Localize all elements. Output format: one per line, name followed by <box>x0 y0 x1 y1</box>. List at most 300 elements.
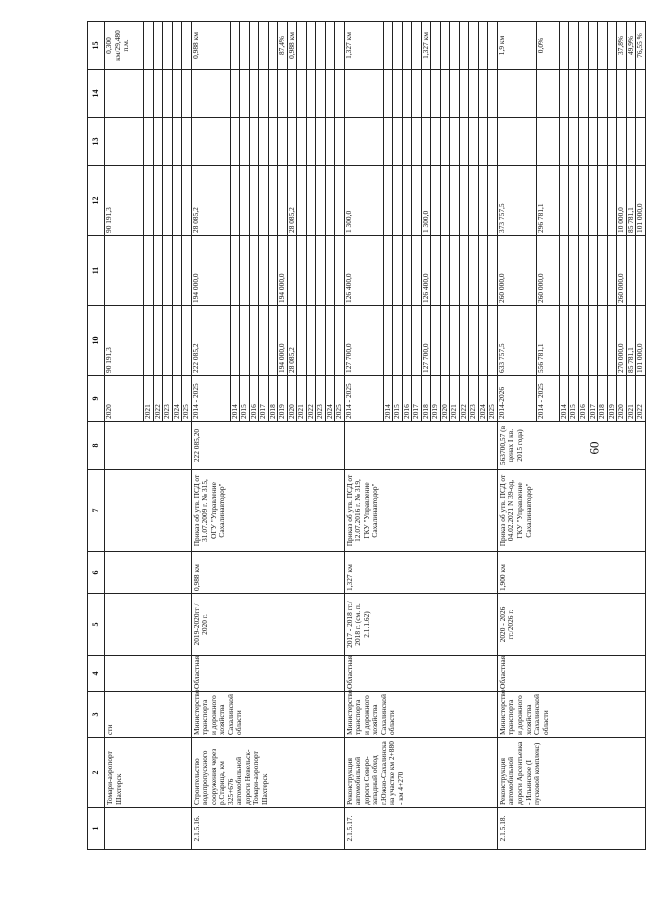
other-funding <box>469 70 479 118</box>
regional-funding <box>478 166 488 236</box>
result-value: 0,0% <box>536 22 559 70</box>
row-number: 2.1.5.16. <box>191 808 344 850</box>
local-funding <box>569 118 579 166</box>
total-funding <box>249 306 259 376</box>
total-funding <box>469 306 479 376</box>
year-cell: 2014 <box>559 376 569 422</box>
total-funding <box>259 306 269 376</box>
column-header-15: 15 <box>88 22 105 70</box>
federal-funding <box>569 236 579 306</box>
rotated-table-container <box>87 22 645 850</box>
regional-funding <box>393 166 403 236</box>
construction-period: 2020 - 2026 гг./2026 г. <box>497 594 645 656</box>
total-funding <box>182 306 192 376</box>
capacity: 1,900 км <box>497 552 645 594</box>
year-cell: 2021 <box>144 376 154 422</box>
local-funding <box>191 118 230 166</box>
regional-funding <box>559 166 569 236</box>
regional-funding <box>249 166 259 236</box>
local-funding <box>412 118 422 166</box>
result-value <box>598 22 608 70</box>
local-funding <box>478 118 488 166</box>
local-funding <box>172 118 182 166</box>
result-value <box>412 22 422 70</box>
regional-funding <box>402 166 412 236</box>
local-funding <box>459 118 469 166</box>
regional-funding <box>278 166 288 236</box>
federal-funding <box>230 236 240 306</box>
total-funding <box>412 306 422 376</box>
year-cell: 2016 <box>402 376 412 422</box>
federal-funding <box>306 236 316 306</box>
table-row <box>191 22 230 850</box>
local-funding <box>297 118 307 166</box>
federal-funding <box>478 236 488 306</box>
federal-funding <box>172 236 182 306</box>
period-year: 2014 - 2025 <box>344 376 383 422</box>
result-value: 0,300 км/29,480 п.м. <box>105 22 144 70</box>
federal-funding <box>325 236 335 306</box>
federal-funding <box>636 236 646 306</box>
other-funding <box>431 70 441 118</box>
row-number: 2.1.5.17. <box>344 808 497 850</box>
result-value <box>440 22 450 70</box>
year-cell: 2018 <box>421 376 431 422</box>
other-funding <box>259 70 269 118</box>
other-funding <box>402 70 412 118</box>
federal-funding: 126 400,0 <box>344 236 383 306</box>
federal-funding <box>383 236 393 306</box>
regional-funding <box>569 166 579 236</box>
column-header-6: 6 <box>88 552 105 594</box>
estimate-cost: 222 085,20 <box>191 422 344 470</box>
regional-funding <box>230 166 240 236</box>
federal-funding <box>469 236 479 306</box>
other-funding <box>144 70 154 118</box>
regional-funding: 373 757,5 <box>497 166 536 236</box>
project-document: Приказ об утв. ПСД от 31.07.2009 г. № 315, ОГУ "Управление Сахалинавтодор" <box>191 470 344 552</box>
regional-funding <box>297 166 307 236</box>
local-funding <box>383 118 393 166</box>
year-cell: 2020 <box>287 376 297 422</box>
federal-funding <box>287 236 297 306</box>
period-year: 2014 - 2025 <box>191 376 230 422</box>
total-funding: 633 757,5 <box>497 306 536 376</box>
local-funding <box>306 118 316 166</box>
total-funding: 270 000,0 <box>617 306 627 376</box>
local-funding <box>588 118 598 166</box>
result-value <box>325 22 335 70</box>
result-value <box>478 22 488 70</box>
total-funding <box>325 306 335 376</box>
result-value <box>306 22 316 70</box>
federal-funding <box>105 236 144 306</box>
local-funding <box>578 118 588 166</box>
result-value: 87,4% <box>278 22 288 70</box>
other-funding <box>536 70 559 118</box>
column-header-9: 9 <box>88 376 105 422</box>
result-value <box>393 22 403 70</box>
total-funding <box>144 306 154 376</box>
local-funding <box>240 118 250 166</box>
total-funding <box>450 306 460 376</box>
local-funding <box>450 118 460 166</box>
total-funding: 85 781,1 <box>626 306 636 376</box>
year-cell: 2015 <box>240 376 250 422</box>
total-funding <box>172 306 182 376</box>
regional-funding <box>598 166 608 236</box>
regional-funding <box>172 166 182 236</box>
regional-funding: 101 000,0 <box>636 166 646 236</box>
federal-funding <box>182 236 192 306</box>
federal-funding: 260 000,0 <box>536 236 559 306</box>
other-funding <box>268 70 278 118</box>
federal-funding: 260 000,0 <box>617 236 627 306</box>
federal-funding <box>459 236 469 306</box>
total-funding: 222 085,2 <box>191 306 230 376</box>
regional-funding <box>268 166 278 236</box>
federal-funding <box>249 236 259 306</box>
local-funding <box>344 118 383 166</box>
result-value <box>249 22 259 70</box>
total-funding <box>578 306 588 376</box>
result-value <box>240 22 250 70</box>
total-funding <box>153 306 163 376</box>
customer: Министерство транспорта и дорожного хозяйства Сахалинской области <box>497 692 645 738</box>
regional-funding <box>578 166 588 236</box>
year-cell: 2016 <box>249 376 259 422</box>
result-value <box>259 22 269 70</box>
other-funding <box>287 70 297 118</box>
column-header-13: 13 <box>88 118 105 166</box>
federal-funding <box>297 236 307 306</box>
other-funding <box>230 70 240 118</box>
regional-funding <box>306 166 316 236</box>
other-funding <box>105 70 144 118</box>
local-funding <box>325 118 335 166</box>
year-cell: 2015 <box>569 376 579 422</box>
local-funding <box>636 118 646 166</box>
federal-funding <box>431 236 441 306</box>
object-name: Томари-аэропорт Шахтерск <box>105 738 192 808</box>
year-cell: 2018 <box>268 376 278 422</box>
other-funding <box>278 70 288 118</box>
result-value: 0,988 км <box>191 22 230 70</box>
other-funding <box>607 70 617 118</box>
regional-funding: 1 300,0 <box>421 166 431 236</box>
local-funding <box>488 118 498 166</box>
local-funding <box>287 118 297 166</box>
regional-funding <box>163 166 173 236</box>
other-funding <box>569 70 579 118</box>
local-funding <box>259 118 269 166</box>
regional-funding: 85 781,1 <box>626 166 636 236</box>
total-funding: 90 191,3 <box>105 306 144 376</box>
regional-funding <box>383 166 393 236</box>
local-funding <box>536 118 559 166</box>
federal-funding <box>626 236 636 306</box>
year-cell: 2022 <box>153 376 163 422</box>
other-funding <box>412 70 422 118</box>
result-value <box>297 22 307 70</box>
regional-funding <box>316 166 326 236</box>
ownership-level: Областная <box>344 656 497 692</box>
column-header-12: 12 <box>88 166 105 236</box>
federal-funding <box>259 236 269 306</box>
year-cell: 2024 <box>478 376 488 422</box>
other-funding <box>578 70 588 118</box>
federal-funding: 126 400,0 <box>421 236 431 306</box>
total-funding <box>335 306 345 376</box>
total-funding <box>230 306 240 376</box>
local-funding <box>431 118 441 166</box>
year-cell: 2016 <box>578 376 588 422</box>
result-value <box>153 22 163 70</box>
year-cell: 2014 <box>230 376 240 422</box>
year-cell: 2024 <box>172 376 182 422</box>
page-number: 60 <box>586 441 602 455</box>
result-value <box>182 22 192 70</box>
ownership-level: Областная <box>191 656 344 692</box>
year-cell: 2021 <box>450 376 460 422</box>
result-value <box>230 22 240 70</box>
local-funding <box>559 118 569 166</box>
local-funding <box>607 118 617 166</box>
customer: Министерство транспорта и дорожного хозяйства Сахалинской области <box>344 692 497 738</box>
row-number: 2.1.5.18. <box>497 808 645 850</box>
result-value: 1,327 км <box>344 22 383 70</box>
regional-funding <box>412 166 422 236</box>
other-funding <box>559 70 569 118</box>
result-value <box>383 22 393 70</box>
regional-funding <box>325 166 335 236</box>
year-cell: 2020 <box>617 376 627 422</box>
capacity <box>105 552 192 594</box>
year-cell: 2025 <box>488 376 498 422</box>
ownership-level <box>105 656 192 692</box>
result-value <box>431 22 441 70</box>
total-funding <box>163 306 173 376</box>
total-funding <box>316 306 326 376</box>
result-value: 1,9 км <box>497 22 536 70</box>
result-value <box>172 22 182 70</box>
result-value <box>459 22 469 70</box>
column-header-5: 5 <box>88 594 105 656</box>
local-funding <box>105 118 144 166</box>
total-funding <box>478 306 488 376</box>
project-document <box>105 470 192 552</box>
regional-funding <box>144 166 154 236</box>
regional-funding <box>588 166 598 236</box>
year-cell: 2023 <box>469 376 479 422</box>
total-funding: 194 000,0 <box>278 306 288 376</box>
other-funding <box>617 70 627 118</box>
total-funding <box>240 306 250 376</box>
year-cell: 2023 <box>316 376 326 422</box>
other-funding <box>393 70 403 118</box>
result-value <box>559 22 569 70</box>
program-table <box>87 21 646 850</box>
year-cell: 2019 <box>607 376 617 422</box>
regional-funding: 90 191,3 <box>105 166 144 236</box>
other-funding <box>316 70 326 118</box>
year-cell: 2021 <box>297 376 307 422</box>
federal-funding: 194 000,0 <box>278 236 288 306</box>
local-funding <box>497 118 536 166</box>
result-value: 76,55 % <box>636 22 646 70</box>
total-funding <box>569 306 579 376</box>
result-value <box>450 22 460 70</box>
total-funding <box>588 306 598 376</box>
table-row <box>344 22 383 850</box>
column-header-8: 8 <box>88 422 105 470</box>
year-cell: 2022 <box>636 376 646 422</box>
other-funding <box>172 70 182 118</box>
other-funding <box>383 70 393 118</box>
federal-funding <box>163 236 173 306</box>
customer: сти <box>105 692 192 738</box>
result-value <box>578 22 588 70</box>
total-funding: 101 000,0 <box>636 306 646 376</box>
other-funding <box>240 70 250 118</box>
other-funding <box>182 70 192 118</box>
local-funding <box>393 118 403 166</box>
period-year: 2014-2026 <box>497 376 536 422</box>
project-document: Приказ об утв. ПСД от 12.07.2016 г. № 319, ГКУ "Управление Сахалинавтодор" <box>344 470 497 552</box>
other-funding <box>588 70 598 118</box>
federal-funding <box>559 236 569 306</box>
federal-funding <box>578 236 588 306</box>
column-header-4: 4 <box>88 656 105 692</box>
federal-funding: 194 000,0 <box>191 236 230 306</box>
column-header-7: 7 <box>88 470 105 552</box>
estimate-cost: 563700,57 (в ценах I кв. 2015 года) <box>497 422 645 470</box>
regional-funding <box>335 166 345 236</box>
total-funding: 127 700,0 <box>344 306 383 376</box>
estimate-cost <box>105 422 192 470</box>
total-funding <box>598 306 608 376</box>
federal-funding <box>393 236 403 306</box>
year-cell: 2024 <box>325 376 335 422</box>
construction-period: 2019-2020гг / 2020 г. <box>191 594 344 656</box>
other-funding <box>440 70 450 118</box>
local-funding <box>249 118 259 166</box>
local-funding <box>153 118 163 166</box>
local-funding <box>230 118 240 166</box>
result-value <box>144 22 154 70</box>
other-funding <box>497 70 536 118</box>
ownership-level: Областная <box>497 656 645 692</box>
total-funding <box>431 306 441 376</box>
result-value <box>588 22 598 70</box>
local-funding <box>316 118 326 166</box>
local-funding <box>626 118 636 166</box>
local-funding <box>335 118 345 166</box>
local-funding <box>144 118 154 166</box>
year-cell: 2018 <box>598 376 608 422</box>
table-body <box>105 22 646 850</box>
row-number <box>105 808 192 850</box>
regional-funding: 10 000,0 <box>617 166 627 236</box>
customer: Министерство транспорта и дорожного хозяйства Сахалинской области <box>191 692 344 738</box>
local-funding <box>278 118 288 166</box>
construction-period <box>105 594 192 656</box>
period-year: 2020 <box>105 376 144 422</box>
federal-funding <box>240 236 250 306</box>
federal-funding: 260 000,0 <box>497 236 536 306</box>
local-funding <box>163 118 173 166</box>
regional-funding: 1 300,0 <box>344 166 383 236</box>
capacity: 0,988 км <box>191 552 344 594</box>
column-header-14: 14 <box>88 70 105 118</box>
estimate-cost <box>344 422 497 470</box>
period-year: 2014 - 2025 <box>536 376 559 422</box>
year-cell: 2019 <box>278 376 288 422</box>
other-funding <box>325 70 335 118</box>
project-document: Приказ об утв. ПСД от 04.02.2021 N 39-од, ГКУ "Управление Сахалинавтодор" <box>497 470 645 552</box>
local-funding <box>598 118 608 166</box>
year-cell: 2015 <box>393 376 403 422</box>
regional-funding <box>431 166 441 236</box>
federal-funding <box>440 236 450 306</box>
regional-funding: 28 085,2 <box>287 166 297 236</box>
total-funding: 127 700,0 <box>421 306 431 376</box>
total-funding: 28 085,2 <box>287 306 297 376</box>
local-funding <box>182 118 192 166</box>
local-funding <box>268 118 278 166</box>
other-funding <box>249 70 259 118</box>
other-funding <box>488 70 498 118</box>
federal-funding <box>153 236 163 306</box>
local-funding <box>440 118 450 166</box>
total-funding <box>393 306 403 376</box>
result-value: 0,988 км <box>287 22 297 70</box>
column-header-1: 1 <box>88 808 105 850</box>
federal-funding <box>598 236 608 306</box>
other-funding <box>459 70 469 118</box>
total-funding <box>559 306 569 376</box>
year-cell: 2022 <box>459 376 469 422</box>
header-row <box>88 22 105 850</box>
other-funding <box>344 70 383 118</box>
table-row <box>497 22 536 850</box>
other-funding <box>421 70 431 118</box>
year-cell: 2017 <box>588 376 598 422</box>
column-header-11: 11 <box>88 236 105 306</box>
object-name: Реконструкция автомобильной дороги Арсентьевка - Ильинское (I пусковой комплекс) <box>497 738 645 808</box>
federal-funding <box>316 236 326 306</box>
regional-funding <box>153 166 163 236</box>
total-funding <box>297 306 307 376</box>
column-header-2: 2 <box>88 738 105 808</box>
other-funding <box>636 70 646 118</box>
year-cell: 2014 <box>383 376 393 422</box>
local-funding <box>617 118 627 166</box>
object-name: Реконструкция автомобильной дороги Северо-западный обход г.Южно-Сахалинска на участке км 2+880 - км 4+270 <box>344 738 497 808</box>
year-cell: 2021 <box>626 376 636 422</box>
other-funding <box>191 70 230 118</box>
year-cell: 2019 <box>431 376 441 422</box>
year-cell: 2022 <box>306 376 316 422</box>
table-row <box>105 22 144 850</box>
other-funding <box>478 70 488 118</box>
other-funding <box>306 70 316 118</box>
local-funding <box>402 118 412 166</box>
year-cell: 2017 <box>259 376 269 422</box>
regional-funding <box>182 166 192 236</box>
local-funding <box>421 118 431 166</box>
column-header-3: 3 <box>88 692 105 738</box>
